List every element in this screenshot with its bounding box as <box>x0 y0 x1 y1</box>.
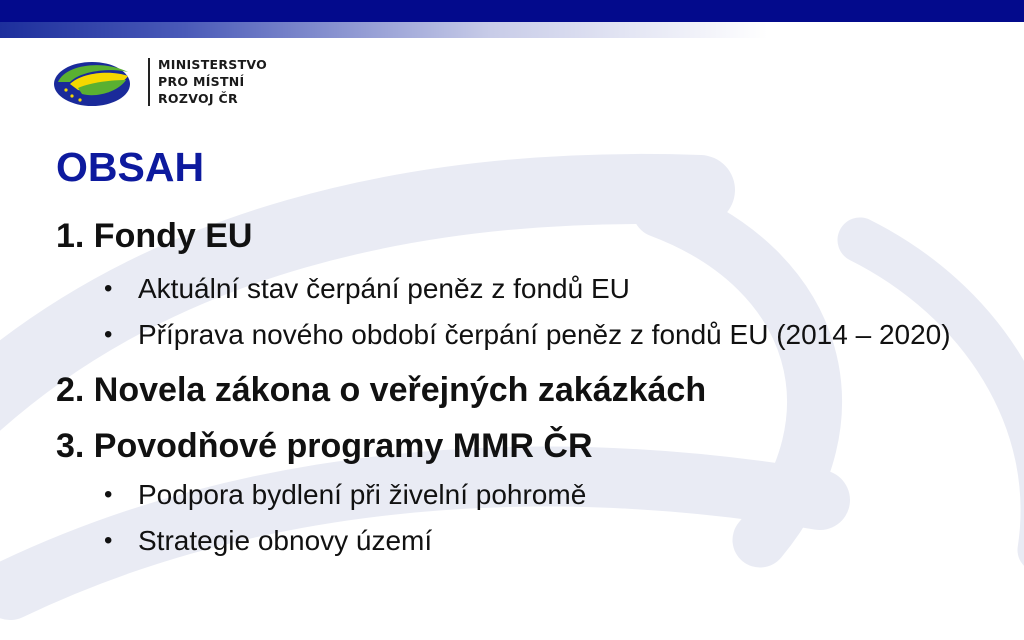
bullet-list-povodnove <box>56 476 956 560</box>
bullet-item <box>56 270 956 308</box>
logo-divider <box>148 58 150 106</box>
bullet-icon: • <box>104 275 113 302</box>
ministry-name <box>158 56 267 107</box>
ministry-line-2: PRO MÍSTNÍ <box>158 74 245 89</box>
section-heading-novela: 2. Novela zákona o veřejných zakázkách <box>56 371 707 409</box>
bullet-icon: • <box>104 527 113 554</box>
slide-content <box>56 208 956 560</box>
bullet-list-fondy-eu <box>56 270 956 354</box>
bullet-item <box>56 316 956 354</box>
ministry-line-3: ROZVOJ ČR <box>158 91 238 106</box>
bullet-icon: • <box>104 321 113 348</box>
bullet-item <box>56 522 956 560</box>
section-heading-povodnove: 3. Povodňové programy MMR ČR <box>56 427 593 465</box>
bullet-text: Podpora bydlení při živelní pohromě <box>138 479 587 510</box>
bullet-item <box>56 476 956 514</box>
bullet-text: Příprava nového období čerpání peněz z fondů EU (2014 – 2020) <box>138 319 951 350</box>
bullet-text: Strategie obnovy území <box>138 525 433 556</box>
section-heading-fondy-eu: 1. Fondy EU <box>56 217 253 255</box>
slide-title: OBSAH <box>56 144 205 190</box>
ministry-logo-icon <box>52 58 134 108</box>
ministry-line-1: MINISTERSTVO <box>158 57 268 72</box>
gradient-bar <box>0 22 1024 38</box>
bullet-icon: • <box>104 481 113 508</box>
top-color-bar <box>0 0 1024 22</box>
bullet-text: Aktuální stav čerpání peněz z fondů EU <box>138 273 630 304</box>
